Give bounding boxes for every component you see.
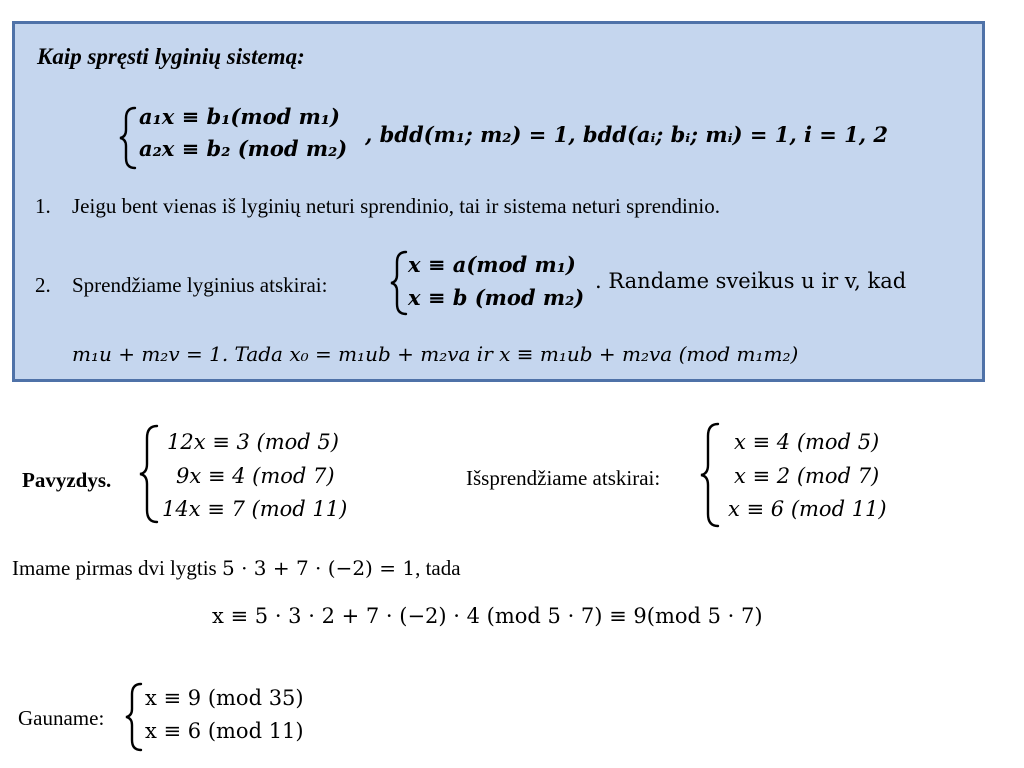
solution-1: x ≡ 4 (mod 5): [734, 430, 880, 454]
step2-brace: [390, 250, 410, 316]
solve-separately-label: Išsprendžiame atskirai:: [466, 466, 661, 490]
first-two-equation: 5 · 3 + 7 · (−2) = 1: [221, 556, 416, 580]
step1-text: Jeigu bent vienas iš lyginių neturi sprendinio, tai ir sistema neturi sprendinio.: [72, 194, 720, 218]
step2-number: 2.: [35, 273, 51, 297]
step1-number: 1.: [35, 194, 51, 218]
first-two-tail: , tada: [415, 556, 461, 580]
step2-formula: m₁u + m₂v = 1. Tada x₀ = m₁ub + m₂va ir x ≡ m₁ub + m₂va (mod m₁m₂): [72, 342, 799, 366]
system-equation-2: a₂x ≡ b₂ (mod m₂): [139, 136, 348, 161]
first-two-text: Imame pirmas dvi lygtis: [12, 556, 217, 580]
result-label: Gauname:: [18, 706, 105, 730]
example-equation-2: 9x ≡ 4 (mod 7): [176, 464, 335, 488]
solution-3: x ≡ 6 (mod 11): [728, 497, 887, 521]
solution-2: x ≡ 2 (mod 7): [734, 464, 880, 488]
theory-box: [12, 21, 985, 382]
example-equation-3: 14x ≡ 7 (mod 11): [162, 497, 348, 521]
theory-title: Kaip spręsti lyginių sistemą:: [37, 44, 305, 69]
step2-text: Sprendžiame lyginius atskirai:: [72, 273, 328, 297]
system-equation-1: a₁x ≡ b₁(mod m₁): [139, 104, 340, 129]
result-1: x ≡ 9 (mod 35): [145, 686, 304, 710]
example-brace: [139, 424, 161, 524]
example-equation-1: 12x ≡ 3 (mod 5): [167, 430, 339, 454]
system-condition: , bdd(m₁; m₂) = 1, bdd(aᵢ; bᵢ; mᵢ) = 1, i = 1, 2: [365, 122, 889, 147]
step2-after-text: . Randame sveikus u ir v, kad: [595, 269, 907, 293]
example-label: Pavyzdys.: [22, 468, 112, 492]
solution-brace: [700, 422, 722, 528]
step2-equation-1: x ≡ a(mod m₁): [408, 252, 576, 277]
result-brace: [125, 682, 145, 752]
system-brace: [119, 106, 139, 170]
result-2: x ≡ 6 (mod 11): [145, 719, 304, 743]
first-two-line: [12, 556, 461, 581]
combined-congruence: x ≡ 5 · 3 · 2 + 7 · (−2) · 4 (mod 5 · 7) ≡ 9(mod 5 · 7): [212, 604, 763, 628]
step2-equation-2: x ≡ b (mod m₂): [408, 285, 585, 310]
